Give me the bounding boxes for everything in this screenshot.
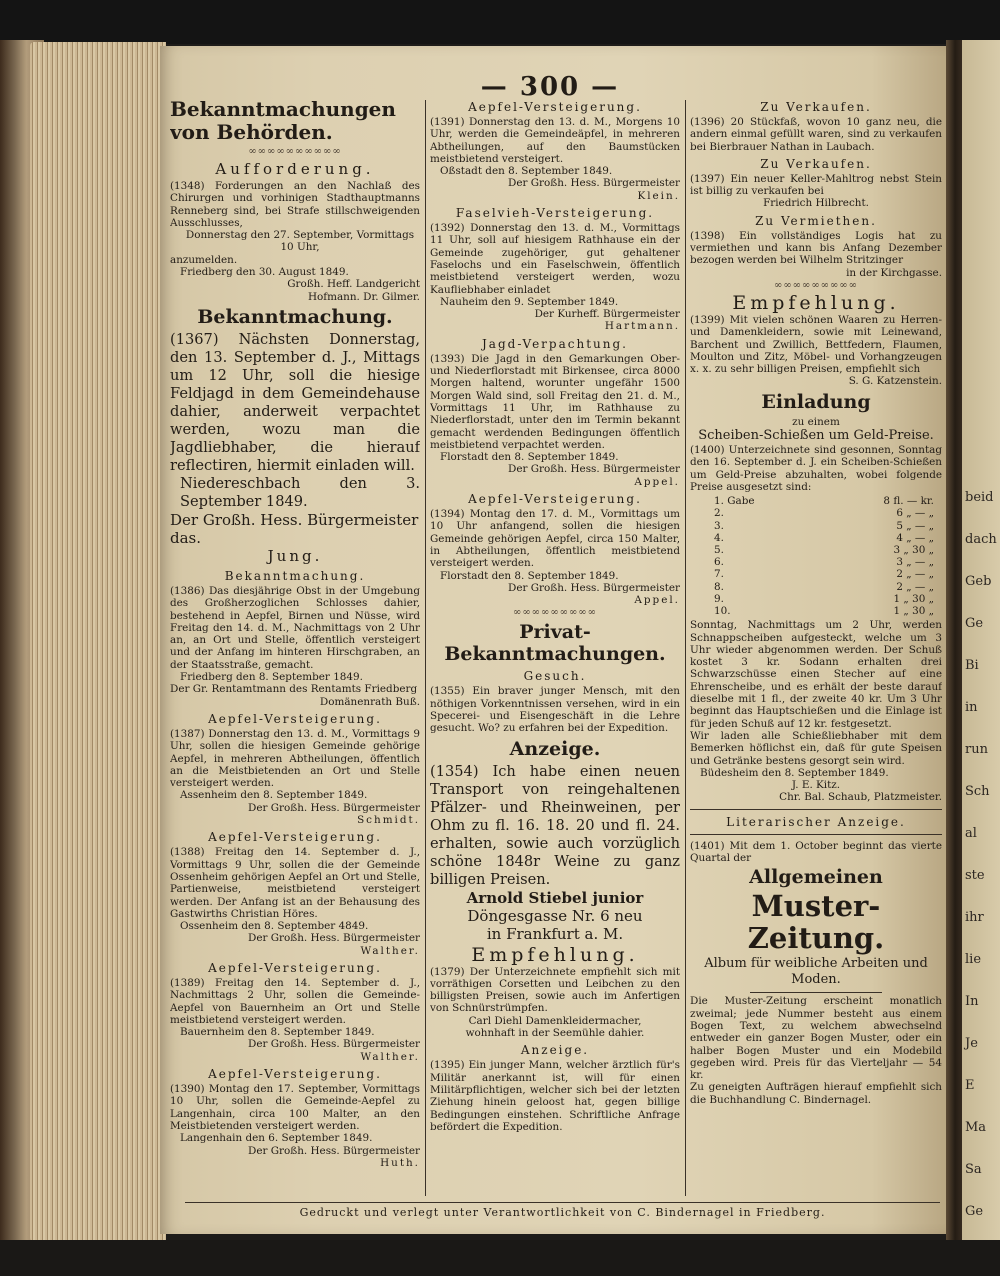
prize-label: 8. (714, 580, 724, 593)
notice-signature: Domänenrath Buß. (319, 695, 420, 708)
notice-signature: Jung. (267, 546, 323, 565)
next-page-text-fragment: beid (965, 490, 994, 505)
notice-place: Niedereschbach den 3. September 1849. (180, 474, 420, 510)
notice-signature: Der Gr. Rentamtmann des Rentamts Friedberg (170, 683, 418, 696)
notice-heading: Empfehlung. (732, 291, 900, 314)
prize-row (690, 520, 942, 532)
prize-label: 7. (714, 568, 724, 581)
notice-text: (1354) Ich habe einen neuen Transport von reingehaltenen Pfälzer- und Rheinweinen, per Ohm zu fl. 16. 18. 20 und fl. 24. erhalten, sowie auch vorzüglich schöne 1848r Weine zu ganz billigen Preisen. (430, 762, 680, 888)
column-rule (425, 100, 426, 1196)
prize-row (690, 544, 942, 556)
notice-heading: Bekanntmachung. (197, 305, 393, 328)
notice-text: Die Muster-Zeitung erscheint monatlich zweimal; jede Nummer besteht aus einem Bogen Text, zu welchem abwechselnd entweder ein ganzer Bogen Muster, oder ein halber Bogen Muster und ein Modebild gegeben wird. Preis für das Vierteljahr — 54 kr. (690, 995, 942, 1082)
next-page-text-fragment: in (965, 700, 978, 715)
prize-value: 3 „ 30 „ (893, 544, 934, 557)
notice-heading: Empfehlung. (471, 943, 639, 966)
prize-value: 2 „ — „ (896, 580, 934, 593)
notice-text: (1400) Unterzeichnete sind gesonnen, Sonntag den 16. September d. J. ein Scheiben-Schießen um Geld-Preise abzuhalten, wobei folgende Preise ausgesetzt sind: (690, 444, 942, 493)
notice-signature: S. G. Katzenstein. (848, 375, 942, 388)
notice-signature: Walther. (360, 944, 420, 957)
divider (690, 809, 942, 810)
notice-signature: Der Großh. Hess. Bürgermeister (247, 932, 420, 945)
notice-text: (1355) Ein braver junger Mensch, mit den nöthigen Vorkenntnissen versehen, wird in ein Specerei- und Eisengeschäft in die Lehre gesucht. Wo? zu erfahren bei der Expedition. (430, 685, 680, 735)
prize-label: 10. (714, 605, 731, 618)
notice-place: Büdesheim den 8. September 1849. (700, 766, 889, 779)
notice-text: (1398) Ein vollständiges Logis hat zu vermiethen und kann bis Anfang Dezember bezogen werden bei Wilhelm Stritzinger (690, 229, 942, 267)
notice-heading: Anzeige. (520, 1043, 590, 1058)
prize-value: 8 fl. — kr. (883, 495, 934, 508)
notice-text: (1399) Mit vielen schönen Waaren zu Herren- und Damenkleidern, sowie mit Leinewand, Barchent und Zwillich, Bettfedern, Flaumen, Moulton und Zitz, Möbel- und Vorhangzeugen x. x. zu sehr billigen Preisen, empfiehlt sich (690, 313, 942, 376)
prize-label: 2. (714, 507, 724, 520)
notice-signature: Schmidt. (357, 814, 420, 827)
notice-heading: Zu Verkaufen. (760, 156, 872, 171)
notice-text: (1396) 20 Stückfaß, wovon 10 ganz neu, die andern einmal gefüllt waren, sind zu verkaufen bei Bierbrauer Nathan in Laubach. (690, 116, 942, 153)
prize-value: 3 „ — „ (896, 556, 934, 569)
notice-heading: Aufforderung. (215, 160, 375, 178)
notice-text: (1390) Montag den 17. September, Vormittags 10 Uhr, sollen die Gemeinde-Aepfel zu Langenhain, circa 100 Malter, an den Meistbietenden versteigert werden. (170, 1083, 420, 1132)
next-page-text-fragment: run (965, 742, 988, 757)
prize-row (690, 605, 942, 617)
notice-text: (1397) Ein neuer Keller-Mahltrog nebst Stein ist billig zu verkaufen bei (690, 172, 942, 198)
bottom-border (0, 1240, 1000, 1276)
notice-signature: Appel. (634, 594, 680, 607)
notice-place: Florstadt den 8. September 1849. (440, 569, 619, 582)
prize-row (690, 568, 942, 580)
prize-value: 6 „ — „ (896, 507, 934, 520)
publication-title: Allgemeinen (749, 866, 883, 889)
notice-text: (1348) Forderungen an den Nachlaß des Chirurgen und vorhinigen Stadthauptmanns Renneberg sind, bei Strafe stillschweigenden Ausschlusses, (170, 180, 420, 229)
notice-heading: Aepfel-Versteigerung. (208, 1067, 382, 1082)
notice-signature: Der Großh. Hess. Bürgermeister (507, 177, 680, 190)
notice-signature: Der Großh. Hess. Bürgermeister (247, 801, 420, 814)
notice-date: Donnerstag den 27. September, Vormittags 10 Uhr, (185, 229, 415, 254)
prize-row (690, 593, 942, 605)
notice-place: Nauheim den 9. September 1849. (440, 295, 619, 308)
notice-text: (1393) Die Jagd in den Gemarkungen Ober- und Niederflorstadt mit Birkensee, circa 8000 Morgen haltend, worunter ungefähr 1500 Morgen Wald sind, soll Freitag den 21. d. M., Vormittags 11 Uhr, im Rathhause zu Niederflorstadt, unter den im Termin bekannt gemacht werdenden Bedingungen öffentlich meistbietend verpachtet werden. (430, 352, 680, 451)
prize-value: 2 „ — „ (896, 568, 934, 581)
notice-signature: Döngesgasse Nr. 6 neu (467, 906, 643, 925)
publication-subtitle: Album für weibliche Arbeiten und Moden. (704, 956, 928, 988)
notice-signature: wohnhaft in der Seemühle dahier. (465, 1027, 645, 1040)
notice-heading: Aepfel-Versteigerung. (468, 100, 642, 114)
next-page-text-fragment: Ge (965, 1204, 984, 1219)
notice-heading: Literarischer Anzeige. (726, 814, 906, 829)
prize-value: 5 „ — „ (896, 519, 934, 532)
next-page-text-fragment: ste (965, 868, 985, 883)
notice-text: (1389) Freitag den 14. September d. J., Nachmittags 2 Uhr, sollen die Gemeinde-Aepfel von Bauernheim an Ort und Stelle meistbietend versteigert werden. (170, 976, 420, 1026)
notice-text: Sonntag, Nachmittags um 2 Uhr, werden Schnappscheiben aufgesteckt, welche um 3 Uhr wieder abgenommen werden. Der Schuß kostet 3 kr. Sodann erhalten drei Schwarzschüsse einen Stecher auf eine Ehrenscheibe, und es erhält der beste darauf dieselbe mit 1 fl., der zweite 40 kr. Um 3 Uhr beginnt das Hauptschießen und die Einlage ist für jeden Schuß auf 12 kr. festgesetzt. (690, 619, 942, 730)
prize-list (690, 495, 942, 617)
next-page-text-fragment: al (965, 826, 977, 841)
column-2 (430, 96, 680, 1201)
notice-subheading: zu einem (792, 415, 840, 428)
prize-label: 1. Gabe (714, 495, 755, 508)
prize-value: 1 „ 30 „ (893, 605, 934, 618)
section-heading: Privat-Bekanntmachungen. (444, 621, 666, 666)
divider (750, 992, 882, 993)
column-1 (170, 96, 420, 1201)
notice-signature: Der Großh. Hess. Bürgermeister (247, 1038, 420, 1051)
column-rule (685, 100, 686, 1196)
notice-text: (1367) Nächsten Donnerstag, den 13. September d. J., Mittags um 12 Uhr, soll die hiesige Feldjagd in dem Gemeindehause dahier, anderweit verpachtet werden, wozu man die Jagdliebhaber, die hierauf reflectiren, hiermit einladen will. (170, 330, 420, 474)
prize-label: 9. (714, 592, 724, 605)
next-page-text-fragment: dach (965, 532, 997, 547)
notice-text: anzumelden. (170, 253, 238, 266)
notice-signature: Chr. Bal. Schaub, Platzmeister. (779, 791, 942, 804)
prize-row (690, 556, 942, 568)
page-edges (30, 42, 166, 1242)
prize-label: 3. (714, 519, 724, 532)
notice-heading: Aepfel-Versteigerung. (468, 492, 642, 507)
notice-signature: Der Großh. Hess. Bürgermeister (507, 581, 680, 594)
notice-heading: Anzeige. (509, 737, 601, 760)
notice-signature: Friedrich Hilbrecht. (763, 197, 869, 210)
notice-place: Langenhain den 6. September 1849. (180, 1132, 373, 1145)
notice-heading: Bekanntmachung. (224, 568, 366, 583)
footer-rule (185, 1202, 940, 1203)
notice-signature: Arnold Stiebel junior (466, 888, 644, 907)
notice-subheading: Scheiben-Schießen um Geld-Preise. (698, 428, 934, 444)
next-page-text-fragment: In (965, 994, 979, 1009)
notice-text: (1395) Ein junger Mann, welcher ärztlich für's Militär anerkannt ist, will für einen Militärpflichtigen, welcher sich bei der letzten Ziehung hinein geloost hat, gegen billige Bedingungen einstehen. Schriftliche Anfrage befördert die Expedition. (430, 1059, 680, 1133)
notice-signature: J. E. Kitz. (791, 779, 841, 792)
prize-row (690, 507, 942, 519)
notice-signature: Walther. (360, 1050, 420, 1063)
notice-signature: Carl Diehl Damenkleidermacher, (468, 1014, 642, 1027)
notice-place: Florstadt den 8. September 1849. (440, 451, 619, 464)
notice-place: Friedberg den 30. August 1849. (180, 266, 349, 279)
prize-value: 4 „ — „ (896, 531, 934, 544)
column-3 (690, 96, 942, 1201)
notice-signature: Der Großh. Hess. Bürgermeister (247, 1144, 420, 1157)
notice-signature: Hartmann. (604, 320, 680, 333)
divider (690, 834, 942, 835)
notice-signature: Hofmann. Dr. Gilmer. (307, 290, 420, 303)
prize-row (690, 495, 942, 507)
notice-signature: Der Großh. Hess. Bürgermeister das. (170, 510, 419, 547)
page-number: — 300 — (480, 72, 620, 102)
imprint-footer: Gedruckt und verlegt unter Verantwortlichkeit von C. Bindernagel in Friedberg. (299, 1206, 826, 1219)
notice-signature: Großh. Heff. Landgericht (287, 278, 420, 291)
prize-row (690, 532, 942, 544)
notice-place: Ossenheim den 8. September 4849. (180, 920, 369, 933)
notice-heading: Zu Verkaufen. (760, 100, 872, 114)
next-page-text-fragment: Geb (965, 574, 992, 589)
section-heading: Bekanntmachungen von Behörden. (170, 97, 396, 144)
next-page-text-fragment: E (965, 1078, 975, 1093)
ornament-divider: ∞∞∞∞∞∞∞∞∞∞ (248, 146, 342, 157)
next-page-text-fragment: Bi (965, 658, 979, 673)
notice-signature: in der Kirchgasse. (846, 266, 942, 279)
notice-place: Bauernheim den 8. September 1849. (180, 1026, 375, 1039)
notice-heading: Gesuch. (523, 669, 587, 684)
prize-row (690, 581, 942, 593)
notice-text: (1386) Das diesjährige Obst in der Umgebung des Großherzoglichen Schlosses dahier, bestehend in Aepfel, Birnen und Nüsse, wird Freitag den 14. d. M., Nachmittags von 2 Uhr an, an Ort und Stelle, öffentlich versteigert und der Anfang im hinteren Hirschgraben, an der Staatsstraße, gemacht. (170, 584, 420, 671)
prize-label: 4. (714, 531, 724, 544)
notice-heading: Aepfel-Versteigerung. (208, 830, 382, 845)
top-border (0, 0, 1000, 44)
notice-heading: Einladung (761, 390, 871, 413)
ornament-divider: ∞∞∞∞∞∞∞∞∞ (774, 279, 858, 291)
notice-text: (1391) Donnerstag den 13. d. M., Morgens 10 Uhr, werden die Gemeindeäpfel, in mehreren Abtheilungen, auf den Baumstücken meistbietend versteigert. (430, 116, 680, 165)
next-page-text-fragment: ihr (965, 910, 984, 925)
notice-text: (1388) Freitag den 14. September d. J., Vormittags 9 Uhr, sollen die der Gemeinde Ossenheim gehörigen Aepfel an Ort und Stelle, Partienweise, meistbietend versteigert werden. Der Anfang ist an der Behausung des Gastwirths Christian Höres. (170, 846, 420, 920)
notice-text: (1394) Montag den 17. d. M., Vormittags um 10 Uhr anfangend, sollen die hiesigen Gemeinde gehörigen Aepfel, circa 150 Malter, in Abtheilungen, öffentlich meistbietend versteigert werden. (430, 508, 680, 570)
notice-text: Wir laden alle Schießliebhaber mit dem Bemerken höflichst ein, daß für gute Speisen und Getränke bestens gesorgt sein wird. (690, 729, 942, 767)
notice-signature: Der Großh. Hess. Bürgermeister (507, 463, 680, 476)
notice-place: Oßstadt den 8. September 1849. (440, 165, 613, 178)
ornament-divider: ∞∞∞∞∞∞∞∞∞ (513, 607, 597, 619)
prize-value: 1 „ 30 „ (893, 592, 934, 605)
notice-place: Assenheim den 8. September 1849. (180, 789, 368, 802)
notice-text: (1379) Der Unterzeichnete empfiehlt sich mit vorräthigen Corsetten und Leibchen zu den billigsten Preisen, sowie auch im Anfertigen von Schnürstrümpfen. (430, 965, 680, 1015)
notice-place: Friedberg den 8. September 1849. (180, 671, 363, 684)
notice-heading: Faselvieh-Versteigerung. (455, 206, 655, 221)
next-page-text-fragment: Sch (965, 784, 990, 799)
next-page-text-fragment: Sa (965, 1162, 982, 1177)
notice-text: (1387) Donnerstag den 13. d. M., Vormittags 9 Uhr, sollen die hiesigen Gemeinde gehörige Aepfel, in mehreren Abtheilungen, öffentlich an die Meistbietenden an Ort und Stelle versteigert werden. (170, 727, 420, 790)
publication-title: Muster-Zeitung. (747, 889, 885, 956)
notice-text: Zu geneigten Aufträgen hierauf empfiehlt sich die Buchhandlung C. Bindernagel. (690, 1081, 942, 1106)
next-page-text-fragment: Je (965, 1036, 978, 1051)
notice-text: (1401) Mit dem 1. October beginnt das vierte Quartal der (690, 839, 942, 865)
notice-heading: Jagd-Verpachtung. (482, 336, 628, 351)
notice-text: (1392) Donnerstag den 13. d. M., Vormittags 11 Uhr, soll auf hiesigem Rathhause ein der Gemeinde zugehöriger, gut gehaltener Faselochs und ein Faselschwein, öffentlich meistbietend versteigert werden, wozu Kaufliebhaber einladet (430, 222, 680, 296)
next-page-text-fragment: lie (965, 952, 982, 967)
notice-signature: Klein. (637, 189, 680, 202)
prize-label: 6. (714, 556, 724, 569)
notice-heading: Aepfel-Versteigerung. (208, 960, 382, 975)
notice-signature: Der Kurheff. Bürgermeister (534, 308, 680, 321)
next-page-text-fragment: Ge (965, 616, 984, 631)
prize-label: 5. (714, 544, 724, 557)
notice-heading: Aepfel-Versteigerung. (208, 711, 382, 726)
next-page-text-fragment: Ma (965, 1120, 987, 1135)
notice-signature: Appel. (634, 475, 680, 488)
notice-signature: Huth. (380, 1156, 420, 1169)
next-page-edge (962, 40, 1000, 1240)
notice-signature: in Frankfurt a. M. (486, 924, 624, 943)
notice-heading: Zu Vermiethen. (755, 213, 877, 228)
